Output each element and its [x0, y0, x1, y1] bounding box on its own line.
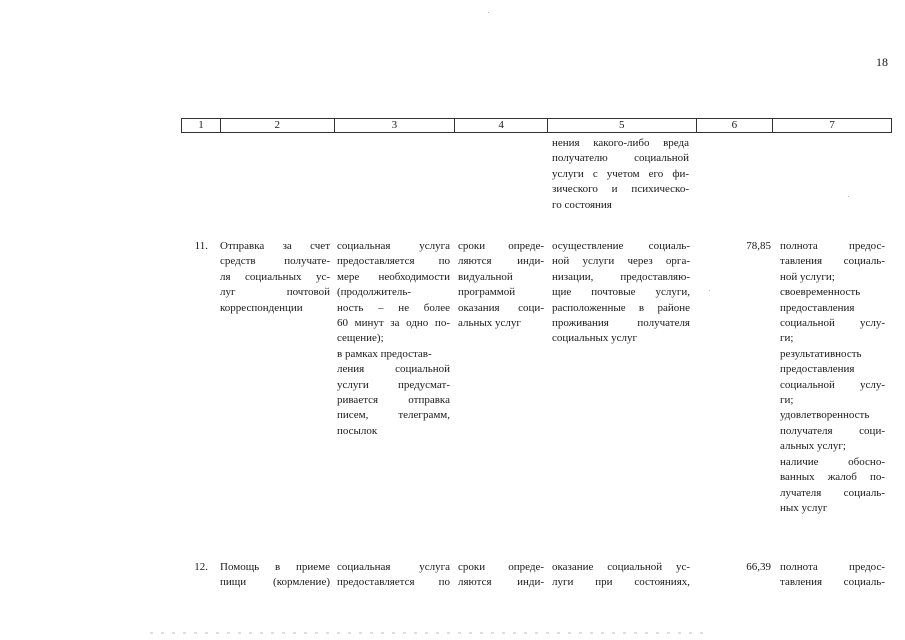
- text-line: своевременность: [780, 286, 861, 299]
- text-line: ля социальных ус-: [220, 270, 330, 283]
- text-line: услуги предусмат-: [337, 378, 450, 391]
- text-line: оказания соци-: [458, 301, 544, 314]
- text-line: сещение);: [337, 332, 384, 345]
- text-line: предоставляется по: [337, 255, 450, 268]
- row-12-name-cell: [220, 560, 330, 591]
- row-12-number: 12.: [194, 561, 208, 573]
- text-line: ляются инди-: [458, 576, 544, 589]
- scan-artifact-line: [150, 632, 710, 634]
- text-line: низации, предоставляю-: [552, 270, 690, 283]
- text-line: Отправка за счет: [220, 240, 330, 252]
- header-col-6: 6: [697, 119, 774, 132]
- text-line: предоставления: [780, 363, 855, 376]
- text-line: полнота предос-: [780, 240, 885, 252]
- text-line: пищи (кормление): [220, 576, 330, 589]
- row-11-tariff: 78,85: [746, 240, 771, 252]
- text-line: альных услуг;: [780, 440, 846, 453]
- text-line: средств получате-: [220, 255, 330, 268]
- header-col-3: 3: [335, 119, 456, 132]
- text-line: ления социальной: [337, 363, 450, 376]
- text-line: социальных услуг: [552, 332, 638, 345]
- header-col-5: 5: [548, 119, 697, 132]
- text-line: посылок: [337, 424, 378, 437]
- text-line: го состояния: [552, 198, 612, 211]
- text-line: расположенные в районе: [552, 301, 690, 314]
- text-line: получателю социальной: [552, 152, 689, 165]
- text-line: удовлетворенность: [780, 409, 870, 422]
- table-header-row: [181, 118, 892, 133]
- text-line: 60 минут за одно по-: [337, 317, 450, 330]
- text-line: ных услуг: [780, 501, 828, 514]
- row-11-timing-cell: [458, 239, 544, 331]
- text-line: полнота предос-: [780, 561, 885, 573]
- row-12-tariff: 66,39: [746, 561, 771, 573]
- text-line: социальная услуга: [337, 561, 450, 573]
- text-line: ги;: [780, 394, 794, 407]
- text-line: социальная услуга: [337, 240, 450, 252]
- header-col-7: 7: [829, 119, 835, 131]
- scan-speck: [709, 290, 710, 291]
- header-col-1: 1: [182, 119, 221, 132]
- text-line: щие почтовые услуги,: [552, 286, 690, 299]
- scan-speck: [848, 196, 849, 197]
- text-line: оказание социальной ус-: [552, 561, 690, 573]
- text-line: Помощь в приеме: [220, 561, 330, 573]
- row-12-description-cell: [337, 560, 450, 591]
- text-line: социальной услу-: [780, 378, 885, 391]
- text-line: предоставляется по: [337, 576, 450, 589]
- row-12-timing-cell: [458, 560, 544, 591]
- text-line: писем, телеграмм,: [337, 409, 450, 422]
- text-line: корреспонденции: [220, 301, 303, 314]
- text-line: ривается отправка: [337, 394, 450, 407]
- text-line: ной услуги;: [780, 270, 835, 283]
- text-line: тавления социаль-: [780, 576, 885, 589]
- row-12-quality-cell: [780, 560, 885, 591]
- text-line: луги при состояниях,: [552, 576, 690, 589]
- text-line: ги;: [780, 332, 794, 345]
- text-line: луг почтовой: [220, 286, 330, 299]
- continued-conditions-cell: [552, 136, 689, 213]
- text-line: получателя соци-: [780, 424, 885, 437]
- page-number: 18: [876, 55, 888, 69]
- row-11-conditions-cell: [552, 239, 690, 347]
- row-12-conditions-cell: [552, 560, 690, 591]
- text-line: в рамках предостав-: [337, 347, 432, 360]
- scan-speck: [488, 12, 489, 13]
- text-line: программой: [458, 286, 516, 299]
- row-11-description-cell: [337, 239, 450, 439]
- text-line: наличие обосно-: [780, 455, 885, 468]
- text-line: альных услуг: [458, 317, 521, 330]
- text-line: тавления социаль-: [780, 255, 885, 268]
- text-line: сроки опреде-: [458, 561, 544, 573]
- text-line: осуществление социаль-: [552, 240, 690, 252]
- row-11-quality-cell: [780, 239, 885, 516]
- text-line: нения какого-либо вреда: [552, 137, 689, 149]
- text-line: ной услуги через орга-: [552, 255, 690, 268]
- text-line: социальной услу-: [780, 317, 885, 330]
- text-line: сроки опреде-: [458, 240, 544, 252]
- row-11-name-cell: [220, 239, 330, 316]
- text-line: (продолжитель-: [337, 286, 412, 299]
- text-line: видуальной: [458, 270, 513, 283]
- header-col-2: 2: [221, 119, 335, 132]
- text-line: ванных жалоб по-: [780, 471, 885, 484]
- text-line: ность – не более: [337, 301, 450, 314]
- text-line: лучателя социаль-: [780, 486, 885, 499]
- text-line: результативность: [780, 347, 862, 360]
- text-line: ляются инди-: [458, 255, 544, 268]
- text-line: зического и психическо-: [552, 183, 689, 196]
- text-line: предоставления: [780, 301, 855, 314]
- text-line: проживания получателя: [552, 317, 690, 330]
- header-col-4: 4: [455, 119, 548, 132]
- row-11-number: 11.: [194, 240, 208, 252]
- text-line: услуги с учетом его фи-: [552, 167, 689, 180]
- text-line: мере необходимости: [337, 270, 450, 283]
